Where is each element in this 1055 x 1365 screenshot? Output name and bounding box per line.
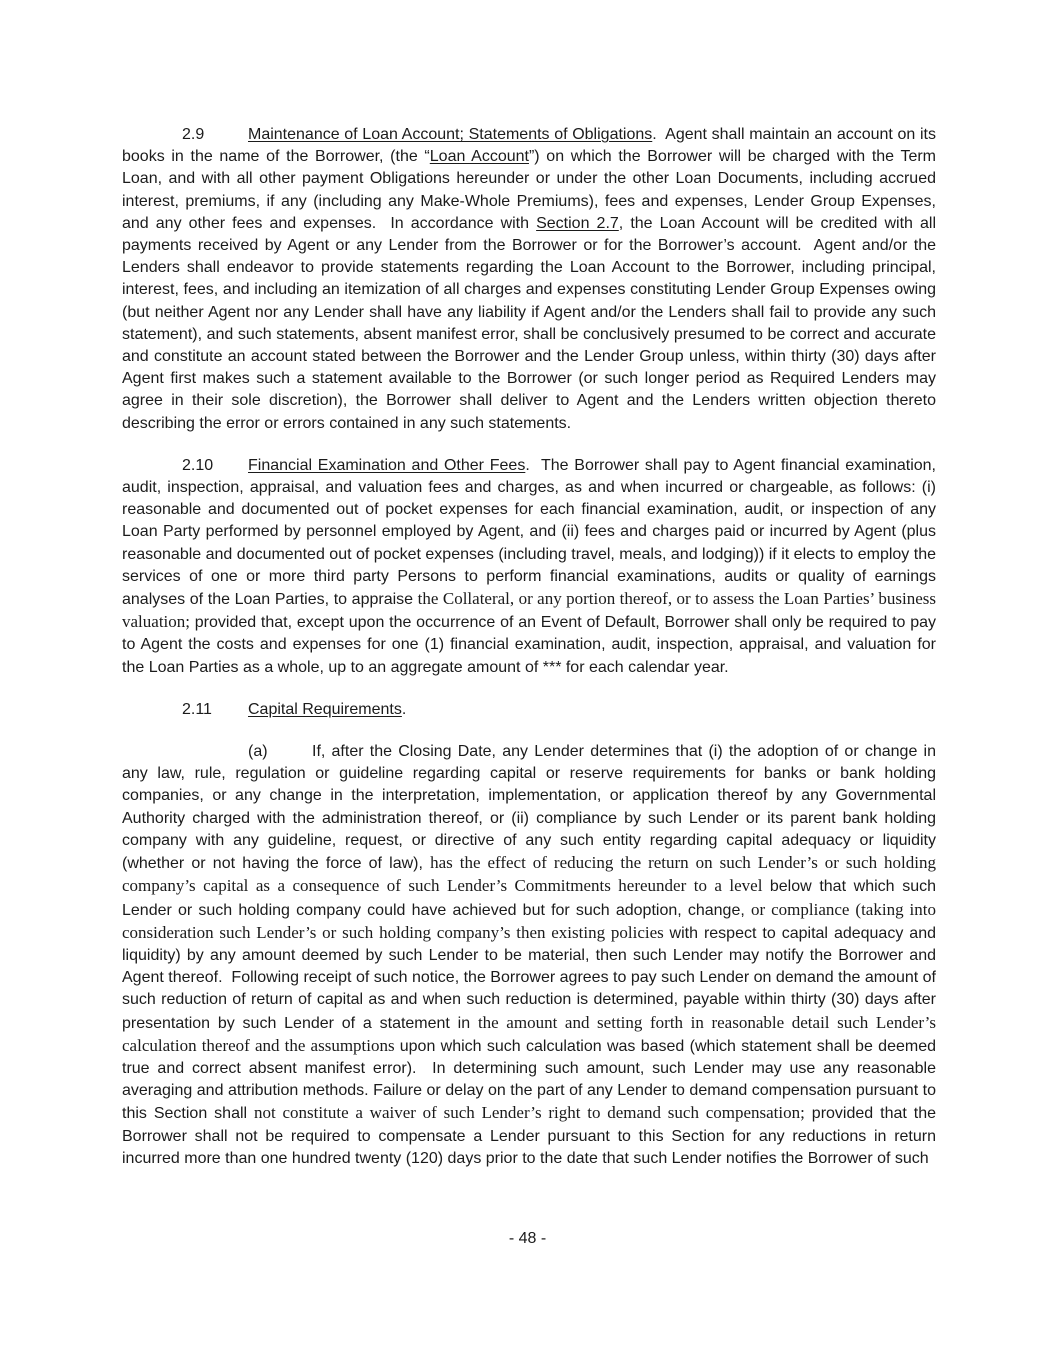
serif-text-segment: the amount and setting forth in reasonable detail such Lender’s calculation thereof and the assumptions — [122, 1012, 936, 1055]
serif-text-segment: not constitute a waiver of such Lender’s right to demand such compensation; — [254, 1103, 805, 1123]
paragraph-2-10 — [122, 455, 936, 679]
text-segment: . — [401, 700, 407, 718]
serif-text-segment: has the effect of reducing the return on such Lender’s or such holding company’s capital as a consequence of such Lender’s Commitments hereunder to a level — [122, 853, 936, 896]
text-segment: below that which such Lender or such holding company could have achieved but for such adoption, change, — [122, 878, 937, 919]
text-segment: . The Borrower shall pay to Agent financial examination, audit, inspection, appraisal, and valuation fees and charges, as and when incurred or chargeable, as follows: (i) reasonable and documented out of pocket expenses for each financial examination, audit, or inspection of any Loan Party performed by personnel employed by Agent, and (ii) fees and charges paid or incurred by Agent (plus reasonable and documented out of pocket expenses (including travel, meals, and lodging)) if it elects to employ the services of one or more third party Persons to perform financial examinations, audits or quality of earnings analyses of the Loan Parties, to appraise — [122, 456, 937, 609]
underlined-text: Section 2.7 — [536, 214, 619, 232]
section-number: 2.10 — [182, 456, 214, 474]
text-segment: provided that, except upon the occurrence of an Event of Default, Borrower shall only be required to pay to Agent the costs and expenses for one (1) financial examination, audit, inspection, appraisal, and valuation for the Loan Parties as a whole, up to an aggregate amount of *** for each calendar year. — [122, 614, 936, 676]
serif-text-segment: or compliance (taking into consideration such Lender’s or such holding company’s then existing policies — [122, 899, 936, 942]
section-number: 2.9 — [182, 126, 205, 143]
section-number: 2.11 — [182, 700, 212, 718]
paragraph-2-11 — [122, 699, 936, 721]
section-number: (a) — [248, 743, 268, 761]
text-segment: , the Loan Account will be credited with all payments received by Agent or any Lender from the Borrower or for the Borrower’s account. Agent and/or the Lenders shall endeavor to provide statements regarding the Loan Account to the Borrower, including principal, interest, fees, and including an itemization of all charges and expenses constituting Lender Group Expenses owing (but neither Agent nor any Lender shall have any liability if Agent and/or the Lenders shall fail to provide any such statement), and such statements, absent manifest error, shall be conclusively presumed to be correct and accurate and constitute an account stated between the Borrower and the Lender Group unless, within thirty (30) days after Agent first makes such a statement available to the Borrower (or such longer period as Required Lenders may agree in their sole discretion), the Borrower shall deliver to Agent and the Lenders written objection thereto describing the error or errors contained in any such statements. — [122, 214, 937, 432]
paragraph-2-9 — [122, 124, 936, 435]
text-segment: provided that the Borrower shall not be required to compensate a Lender pursuant to this Section for any reductions in return incurred more than one hundred twenty (120) days prior to the date that such Lender notifies the Borrower of such — [122, 1105, 937, 1167]
text-segment: ”) on which the Borrower will be charged with the Term Loan, and with all other payment Obligations hereunder or under the other Loan Documents, including accrued interest, premiums, if any (including any Make-Whole Premiums), fees and expenses, Lender Group Expenses, and any other fees and expenses. In accordance with — [122, 148, 937, 232]
underlined-text: Loan Account — [429, 148, 529, 166]
text-segment: upon which such calculation was based (which statement shall be deemed true and correct absent manifest error). In determining such amount, such Lender may use any reasonable averaging and attribution methods. Failure or delay on the part of any Lender to demand compensation pursuant to this Section shall — [122, 1037, 936, 1123]
document-body — [122, 124, 936, 1190]
page-number: - 48 - — [508, 1230, 547, 1247]
text-segment: If, after the Closing Date, any Lender determines that (i) the adoption of or change in any law, rule, regulation or guideline regarding capital or reserve requirements for banks or bank holding companies, or any change in the interpretation, implementation, or application thereof by any Governmental Authority charged with the administration thereof, or (ii) compliance by such Lender or its parent bank holding company with any guideline, request, or directive of any such entity regarding capital adequacy or liquidity (whether or not having the force of law), — [122, 743, 936, 873]
text-segment: . Agent shall maintain an account on its books in the name of the Borrower, (the “ — [122, 126, 937, 166]
paragraph-a — [122, 741, 936, 1170]
text-segment: with respect to capital adequacy and liquidity) by any amount deemed by such Lender to be material, then such Lender may notify the Borrower and Agent thereof. Following receipt of such notice, the Borrower agrees to pay such Lender on demand the amount of such reduction of return of capital as and when such reduction is determined, payable within thirty (30) days after presentation by such Lender of a statement in — [122, 924, 937, 1032]
underlined-text: Maintenance of Loan Account; Statements of Obligations — [248, 126, 653, 143]
underlined-text: Capital Requirements — [248, 700, 402, 718]
underlined-text: Financial Examination and Other Fees — [248, 456, 526, 474]
serif-text-segment: the Collateral, or any portion thereof, or to assess the Loan Parties’ business valuation; — [122, 589, 937, 632]
